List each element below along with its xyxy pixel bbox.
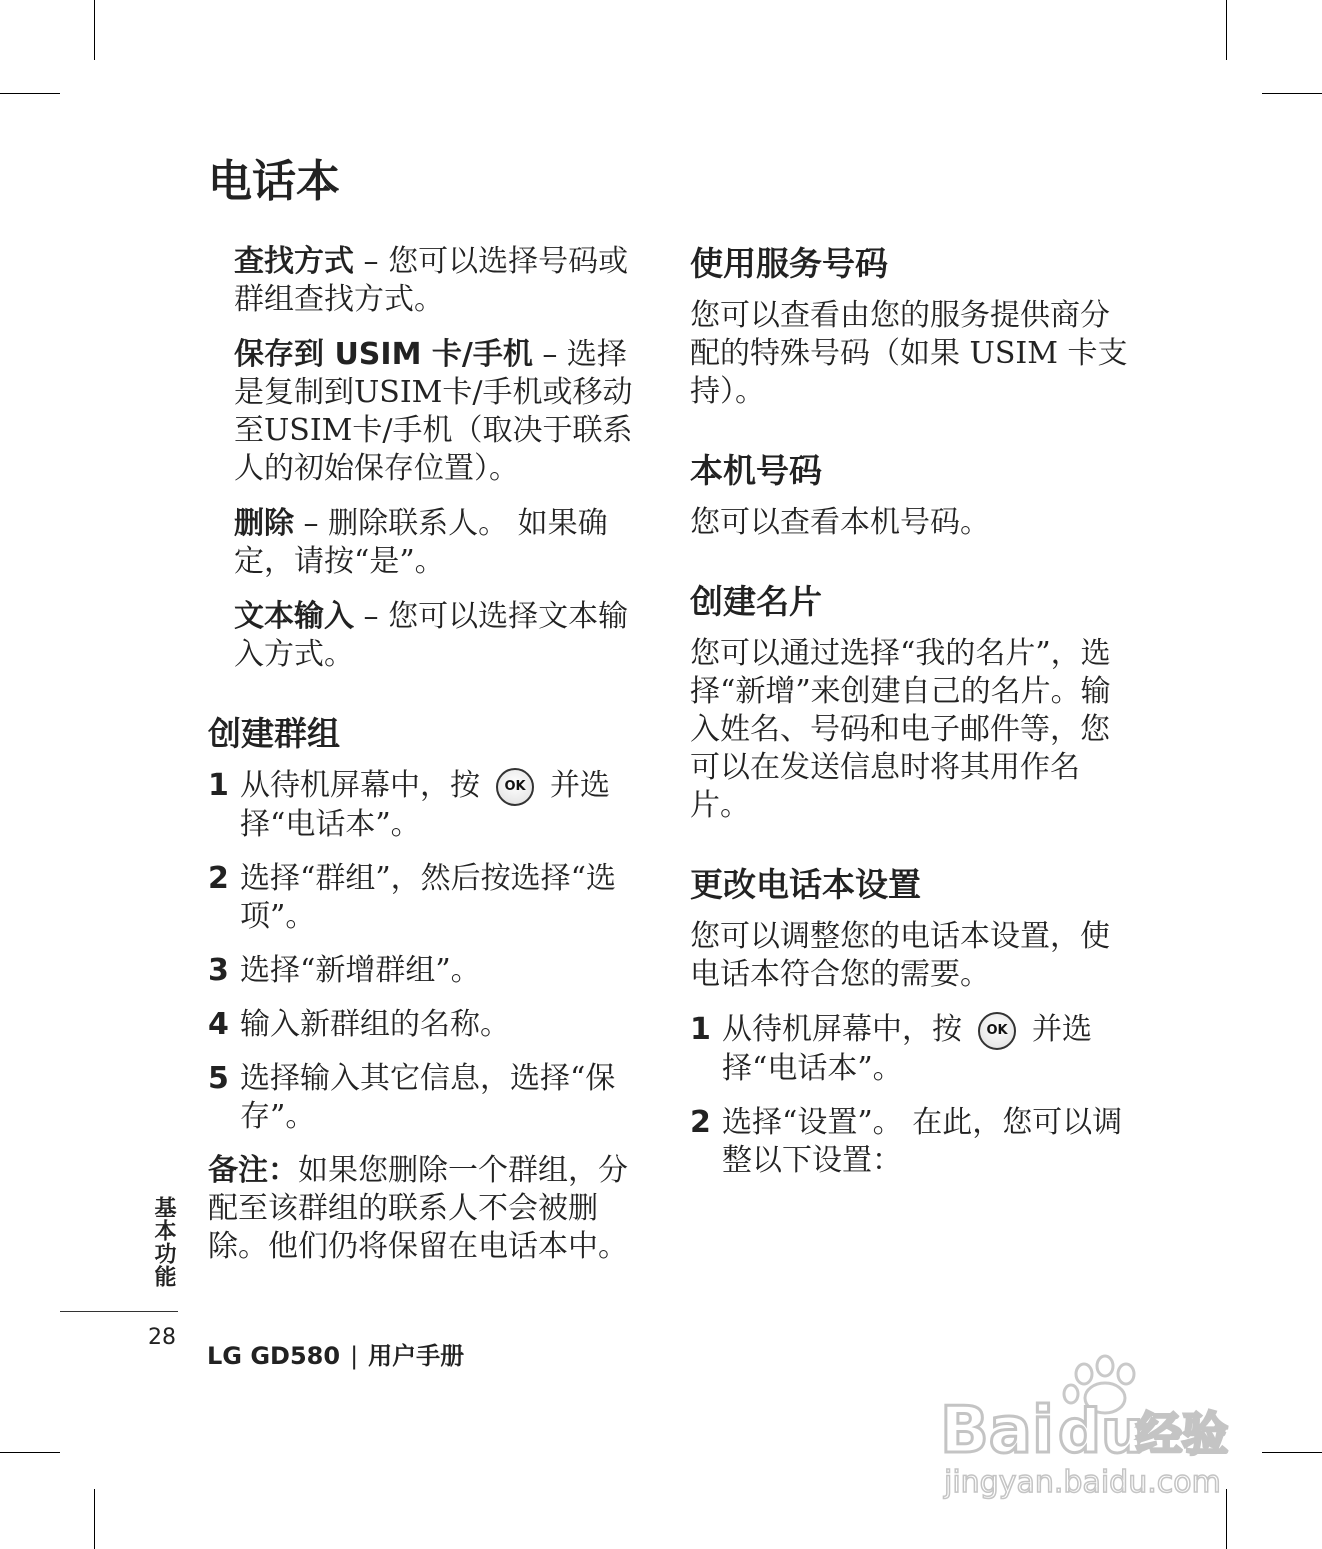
create-group-step-2: 2 选择“群组”，然后按选择“选项”。 xyxy=(208,861,617,934)
note: 备注：如果您删除一个群组，分配至该群组的联系人不会被删除。他们仍将保留在电话本中。 xyxy=(208,1153,628,1264)
footer-divider xyxy=(60,1311,178,1312)
crop-mark xyxy=(0,93,60,94)
service-numbers-heading: 使用服务号码 xyxy=(690,244,888,283)
settings-step-1: 1 从待机屏幕中，按 OK 并选择“电话本”。 xyxy=(690,1012,1092,1086)
footer-brand: LG GD580 | 用户手册 xyxy=(207,1342,465,1370)
own-number-heading: 本机号码 xyxy=(690,451,822,490)
section-side-tab: 基本功能 xyxy=(151,1196,176,1288)
crop-mark xyxy=(0,1452,60,1453)
business-card-body: 您可以通过选择“我的名片”，选择“新增”来创建自己的名片。输入姓名、号码和电子邮件等，您可以在发送信息时将其用作名片。 xyxy=(690,636,1111,823)
create-group-step-3: 3 选择“新增群组”。 xyxy=(208,953,481,988)
create-group-heading: 创建群组 xyxy=(208,714,340,753)
right-column xyxy=(690,243,1130,1196)
crop-mark xyxy=(94,1489,95,1549)
svg-text:Bai: Bai xyxy=(940,1394,1054,1468)
service-numbers-body: 您可以查看由您的服务提供商分配的特殊号码（如果 USIM 卡支持）。 xyxy=(690,298,1128,409)
baidu-jingyan-watermark xyxy=(940,1352,1240,1502)
crop-mark xyxy=(1262,93,1322,94)
svg-text:jingyan.baidu.com: jingyan.baidu.com xyxy=(944,1465,1221,1500)
settings-body: 您可以调整您的电话本设置，使电话本符合您的需要。 xyxy=(690,919,1110,992)
own-number-body: 您可以查看本机号码。 xyxy=(690,505,990,540)
settings-step-2: 2 选择“设置”。 在此，您可以调整以下设置： xyxy=(690,1105,1123,1178)
svg-text:经验: 经验 xyxy=(1136,1407,1228,1461)
create-group-step-5: 5 选择输入其它信息，选择“保存”。 xyxy=(208,1061,616,1134)
option-search-method: 查找方式 – 您可以选择号码或群组查找方式。 xyxy=(234,244,629,317)
create-group-step-1: 1 从待机屏幕中，按 OK 并选择“电话本”。 xyxy=(208,768,610,842)
crop-mark xyxy=(1226,0,1227,60)
svg-text:du: du xyxy=(1058,1397,1144,1467)
option-save-to: 保存到 USIM 卡/手机 – 选择是复制到USIM卡/手机或移动至USIM卡/手机（取决于联系人的初始保存位置）。 xyxy=(234,337,633,486)
business-card-heading: 创建名片 xyxy=(690,582,822,621)
option-text-input: 文本输入 – 您可以选择文本输入方式。 xyxy=(234,599,629,672)
crop-mark xyxy=(94,0,95,60)
create-group-step-4: 4 输入新群组的名称。 xyxy=(208,1007,510,1042)
page-title: 电话本 xyxy=(208,156,340,207)
crop-mark xyxy=(1262,1452,1322,1453)
left-column xyxy=(208,243,648,1283)
ok-key-icon: OK xyxy=(496,768,534,806)
settings-heading: 更改电话本设置 xyxy=(690,865,921,904)
ok-key-icon: OK xyxy=(978,1012,1016,1050)
option-delete: 删除 – 删除联系人。 如果确定，请按“是”。 xyxy=(234,506,608,579)
page-number: 28 xyxy=(148,1325,176,1350)
